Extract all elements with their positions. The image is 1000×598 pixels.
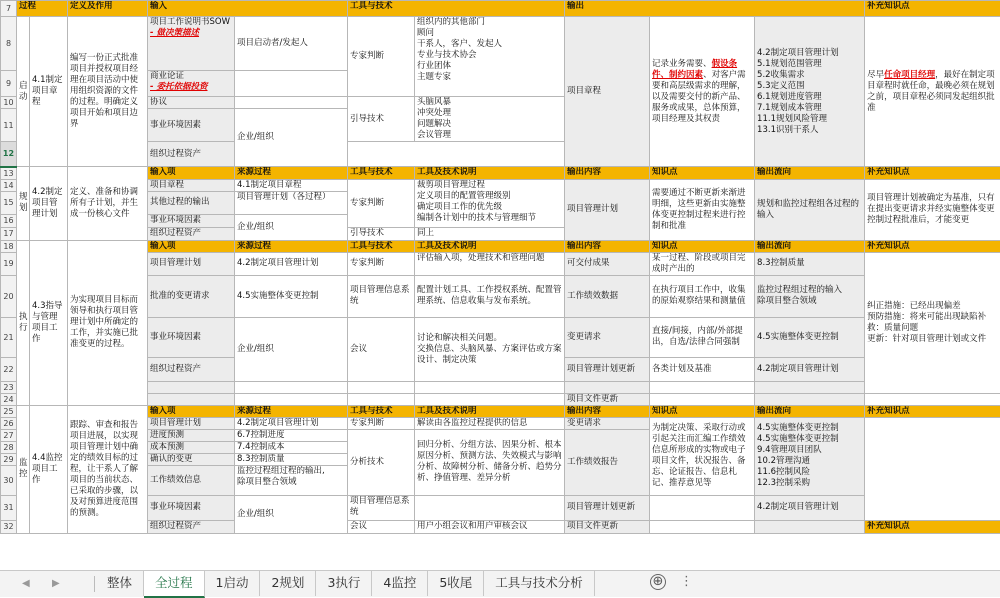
knowledge-text: 记录业务需要、 [652,59,712,69]
sub-header[interactable]: 输出内容 [565,167,650,180]
output-cell[interactable] [565,381,650,393]
table-row [1,252,1000,275]
output-cell[interactable]: 可交付成果 [565,252,650,275]
tool-desc-cell[interactable]: 头脑风暴 冲突处理 问题解决 会议管理 [415,97,565,142]
knowledge-cell[interactable]: 需要通过不断更新来渐进明细，这些更新由实施整体变更控制过程来进行控制和批准 [650,179,755,240]
tool-cell[interactable]: 专家判断 [348,417,415,429]
tool-desc-cell[interactable]: 组织内的其他部门 顾问 干系人，客户、发起人 专业与技术协会 行业团体 主题专家 [415,17,565,97]
more-options-icon[interactable]: ⋮ [680,574,693,589]
tool-desc-cell[interactable] [415,393,565,405]
knowledge-cell[interactable] [650,495,755,520]
table-row [1,275,1000,317]
source-cell[interactable]: 8.3控制质量 [235,453,348,465]
sub-header[interactable]: 输入项 [148,405,235,417]
source-cell[interactable]: 4.2制定项目管理计划 [235,252,348,275]
knowledge-cell[interactable]: 各类计划及基准 [650,357,755,381]
input-cell[interactable]: 确认的变更 [148,453,235,465]
tool-cell[interactable]: 会议 [348,317,415,381]
row-number[interactable]: 29 [1,453,17,465]
flow-cell[interactable] [755,381,865,393]
tool-desc-cell[interactable]: 用户小组会议和用户审核会议 [415,520,565,533]
header-row [1,1,1000,17]
knowledge-cell[interactable] [650,381,755,393]
sub-header[interactable]: 输入项 [148,167,235,180]
definition[interactable]: 定义、准备和协调所有子计划，并生成一份核心文件 [68,167,148,241]
input-mark: - 做决策描述 [150,28,199,38]
row-number[interactable]: 21 [1,317,17,357]
flow-cell[interactable]: 4.5实施整体变更控制 [755,317,865,357]
row-number[interactable]: 32 [1,520,17,533]
row-number[interactable]: 18 [1,240,17,252]
source-cell[interactable]: 企业/组织 [235,214,348,240]
source-cell[interactable]: 4.2制定项目管理计划 [235,417,348,429]
input-cell[interactable]: 组织过程资产 [148,520,235,533]
input-cell[interactable]: 组织过程资产 [148,227,235,240]
flow-cell[interactable]: 4.2制定项目管理计划 5.1规划范围管理 5.2收集需求 5.3定义范围 6.1规划进度管理 7.1规划成本管理 11.1规划风险管理 13.1识别干系人 [755,17,865,167]
flow-cell[interactable]: 4.2制定项目管理计划 [755,357,865,381]
header-row [1,240,1000,252]
output-cell[interactable]: 项目文件更新 [565,393,650,405]
source-cell[interactable] [235,381,348,393]
tab-overview[interactable]: 整体 [96,571,144,596]
input-cell[interactable]: 事业环境因素 [148,495,235,520]
sheet-tab-bar [0,570,1000,597]
header-input[interactable]: 输入 [148,1,348,17]
source-cell[interactable]: 6.7控制进度 [235,429,348,441]
process-name[interactable]: 4.4监控项目工作 [30,405,68,533]
tool-desc-cell[interactable]: 回归分析、分组方法、因果分析、根本原因分析、预测方法、失效模式与影响分析、故障树分析、储备分析、趋势分析、挣值管理、差异分析 [415,429,565,495]
header-extra[interactable]: 补充知识点 [865,1,1000,17]
table-row [1,17,1000,71]
header-row [1,405,1000,417]
source-cell[interactable]: 4.1制定项目章程 [235,179,348,191]
sub-header[interactable]: 知识点 [650,240,755,252]
extra-cell[interactable]: 项目管理计划被确定为基准，只有在提出变更请求并经实施整体变更控制过程批准后，才能变更 [865,179,1000,240]
tool-cell[interactable]: 会议 [348,520,415,533]
tab-initiating[interactable]: 1启动 [205,571,261,596]
tool-cell[interactable]: 专家判断 [348,179,415,227]
table-row [1,317,1000,357]
source-cell[interactable]: 项目管理计划（各过程） [235,191,348,214]
input-cell[interactable]: 事业环境因素 [148,214,235,227]
output-cell[interactable]: 工作绩效报告 [565,429,650,495]
input-cell[interactable] [148,17,235,71]
output-cell[interactable]: 项目管理计划 [565,179,650,240]
tool-cell[interactable]: 项目管理信息系统 [348,275,415,317]
definition[interactable]: 跟踪、审查和报告项目进展，以实现项目管理计划中确定的绩效目标的过程，让干系人了解项目的当前状态、已采取的步骤，以及对预算进度范围的预测。 [68,405,148,533]
sub-header[interactable]: 输出流向 [755,240,865,252]
sub-header[interactable]: 输入项 [148,240,235,252]
row-number[interactable]: 24 [1,393,17,405]
process-name[interactable]: 4.3指导与管理项目工作 [30,240,68,405]
tool-desc-cell[interactable] [415,495,565,520]
definition[interactable]: 为实现项目目标而领导和执行项目管理计划中所确定的工作，并实施已批准变更的过程。 [68,240,148,405]
flow-cell[interactable]: 规划和监控过程组各过程的输入 [755,179,865,240]
table-row [1,520,1000,533]
definition[interactable]: 编写一份正式批准项目并授权项目经理在项目活动中使用组织资源的文件的过程。明确定义项目开始和项目边界 [68,17,148,167]
flow-cell[interactable] [755,520,865,533]
input-cell[interactable] [148,71,235,97]
extra-cell[interactable]: 纠正措施：已经出现偏差 预防措施：将来可能出现缺陷补救：质量问题 更新：针对项目管理计划或文件 [865,252,1000,393]
knowledge-cell[interactable]: 在执行项目工作中，收集的原始观察结果和测量值 [650,275,755,317]
sub-header[interactable]: 输出流向 [755,167,865,180]
extra-header[interactable]: 补充知识点 [865,520,1000,533]
tool-cell[interactable]: 专家判断 [348,252,415,275]
tool-cell[interactable]: 专家判断 [348,17,415,97]
header-definition[interactable]: 定义及作用 [68,1,148,17]
output-cell[interactable]: 变更请求 [565,317,650,357]
header-output[interactable]: 输出 [565,1,865,17]
row-number[interactable]: 14 [1,179,17,191]
table-row [1,381,1000,393]
sheet-tabs [96,571,595,597]
sub-header[interactable]: 来源过程 [235,405,348,417]
tool-desc-cell[interactable]: 配置计划工具、工作授权系统、配置管理系统、信息收集与发布系统。 [415,275,565,317]
knowledge-highlight: 假设条件、制约因素 [652,59,737,80]
input-cell[interactable] [148,381,235,393]
sub-header[interactable]: 工具及技术说明 [415,167,565,180]
row-number[interactable]: 8 [1,17,17,71]
group-planning[interactable]: 规划 [17,167,30,241]
row-number[interactable]: 31 [1,495,17,520]
row-number[interactable]: 20 [1,275,17,317]
sub-header[interactable]: 工具与技术 [348,167,415,180]
tab-all-processes[interactable]: 全过程 [144,571,205,598]
sub-header[interactable]: 来源过程 [235,167,348,180]
table-row [1,417,1000,429]
row-number[interactable]: 16 [1,214,17,227]
table-row [1,495,1000,520]
row-number[interactable]: 23 [1,381,17,393]
sub-header[interactable]: 工具与技术 [348,405,415,417]
input-cell[interactable]: 事业环境因素 [148,317,235,357]
row-number[interactable]: 28 [1,441,17,453]
sub-header[interactable]: 工具及技术说明 [415,240,565,252]
source-cell[interactable] [235,97,348,109]
group-monitor[interactable]: 监控 [17,405,30,533]
table-row [1,393,1000,405]
sub-header[interactable]: 知识点 [650,405,755,417]
source-cell[interactable]: 企业/组织 [235,495,348,533]
row-number[interactable]: 13 [1,167,17,180]
knowledge-cell[interactable] [650,393,755,405]
row-number[interactable]: 27 [1,429,17,441]
output-cell[interactable]: 项目管理计划更新 [565,357,650,381]
group-start[interactable]: 启动 [17,17,30,167]
tool-desc-cell[interactable]: 讨论和解决相关问题。 交换信息、头脑风暴、方案评估或方案设计、制定决策 [415,317,565,381]
input-cell[interactable]: 组织过程资产 [148,357,235,381]
tab-monitoring[interactable]: 4监控 [372,571,428,596]
source-cell[interactable] [235,71,348,97]
tool-desc-cell[interactable]: 评估输入项，处理技术和管理问题 [415,252,565,275]
output-cell[interactable]: 项目文件更新 [565,520,650,533]
tool-cell[interactable]: 项目管理信息系统 [348,495,415,520]
tab-executing[interactable]: 3执行 [316,571,372,596]
row-number[interactable]: 15 [1,191,17,214]
row-number[interactable]: 22 [1,357,17,381]
tool-cell[interactable]: 引导技术 [348,227,415,240]
sub-header[interactable]: 来源过程 [235,240,348,252]
sub-header[interactable]: 输出内容 [565,405,650,417]
sub-header[interactable]: 补充知识点 [865,240,1000,252]
input-cell[interactable]: 进度预测 [148,429,235,441]
row-number[interactable]: 19 [1,252,17,275]
row-number[interactable]: 7 [1,1,17,17]
scroll-right-icon[interactable]: ▶ [52,578,60,589]
tab-planning[interactable]: 2规划 [260,571,316,596]
input-cell[interactable]: 事业环境因素 [148,109,235,142]
process-name[interactable]: 4.1制定项目章程 [30,17,68,167]
add-sheet-icon[interactable]: ⊕ [650,574,666,590]
sub-header[interactable]: 输出流向 [755,405,865,417]
output-cell[interactable]: 项目管理计划更新 [565,495,650,520]
input-cell[interactable]: 工作绩效信息 [148,465,235,495]
table-row [1,179,1000,191]
sub-header[interactable]: 补充知识点 [865,405,1000,417]
scroll-left-icon[interactable]: ◀ [22,578,30,589]
source-cell[interactable]: 监控过程组过程的输出, 除项目整合领域 [235,465,348,495]
source-cell[interactable]: 项目启动者/发起人 [235,17,348,71]
row-number[interactable]: 26 [1,417,17,429]
flow-cell[interactable]: 监控过程组过程的输入 除项目整合领域 [755,275,865,317]
source-cell[interactable] [235,393,348,405]
knowledge-cell[interactable] [650,17,755,167]
tab-separator [94,576,95,592]
extra-cell[interactable] [865,417,1000,520]
row-number[interactable]: 30 [1,465,17,495]
header-tools[interactable]: 工具与技术 [348,1,565,17]
extra-cell[interactable] [865,393,1000,405]
header-process[interactable]: 过程 [17,1,68,17]
tab-closing[interactable]: 5收尾 [428,571,484,596]
sub-header[interactable]: 知识点 [650,167,755,180]
input-cell[interactable]: 项目管理计划 [148,417,235,429]
input-cell[interactable]: 批准的变更请求 [148,275,235,317]
tool-cell[interactable] [348,381,415,393]
extra-highlight: 任命项目经理 [884,70,935,80]
sub-header[interactable]: 工具及技术说明 [415,405,565,417]
flow-cell[interactable]: 4.5实施整体变更控制 4.5实施整体变更控制 9.4管理项目团队 10.2管理沟通 11.6控制风险 12.3控制采购 [755,417,865,495]
header-row [1,167,1000,180]
tool-cell[interactable] [348,393,415,405]
process-name[interactable]: 4.2制定项目管理计划 [30,167,68,241]
knowledge-cell[interactable]: 某一过程、阶段或项目完成时产出的 [650,252,755,275]
group-execute[interactable]: 执行 [17,240,30,405]
tool-desc-cell[interactable]: 同上 [415,227,565,240]
row-number[interactable]: 25 [1,405,17,417]
tool-desc-cell[interactable]: 裁剪项目管理过程 定义项目的配置管理级别 确定项目工作的优先级 编制各计划中的技术与管理细节 [415,179,565,227]
knowledge-cell[interactable]: 直接/间接，内部/外部提出，自选/法律合同强制 [650,317,755,357]
flow-cell[interactable]: 8.3控制质量 [755,252,865,275]
input-cell[interactable] [148,393,235,405]
knowledge-cell[interactable] [650,520,755,533]
row-number[interactable]: 10 [1,97,17,109]
knowledge-cell[interactable]: 为制定决策、采取行动或引起关注而汇编工作绩效信息所形成的实物或电子项目文件，状况报告、备忘、论证报告、信息札记、推荐意见等 [650,417,755,495]
input-cell[interactable]: 组织过程资产 [148,142,235,167]
tool-cell[interactable]: 分析技术 [348,429,415,495]
input-mark: - 委托依据投资 [150,82,208,92]
sub-header[interactable]: 补充知识点 [865,167,1000,180]
input-cell[interactable]: 成本预测 [148,441,235,453]
source-cell[interactable]: 7.4控制成本 [235,441,348,453]
row-number[interactable]: 9 [1,71,17,97]
extra-cell[interactable] [865,17,1000,167]
extra-text: 尽早 [867,70,884,80]
input-cell[interactable]: 协议 [148,97,235,109]
row-number[interactable]: 12 [1,142,17,167]
row-number[interactable]: 11 [1,109,17,142]
output-cell[interactable]: 变更请求 [565,417,650,429]
input-cell[interactable]: 项目管理计划 [148,252,235,275]
sub-header[interactable]: 输出内容 [565,240,650,252]
extra-text: ，最好在制定项目章程时就任命，最晚必须在规划之前，项目章程必须同发起组织批准 [867,70,995,113]
tool-desc-cell[interactable]: 解读由各监控过程提供的信息 [415,417,565,429]
sub-header[interactable]: 工具与技术 [348,240,415,252]
output-cell[interactable]: 项目章程 [565,17,650,167]
tab-tools-analysis[interactable]: 工具与技术分析 [484,571,595,596]
source-cell[interactable]: 4.5实施整体变更控制 [235,275,348,317]
input-cell[interactable]: 其他过程的输出 [148,191,235,214]
source-cell[interactable]: 企业/组织 [235,317,348,381]
knowledge-text: 、对客户需要和高层级需求的理解，以及需要交付的新产品、服务或成果，总体预算，项目经理及其权责 [652,70,746,124]
source-cell[interactable]: 企业/组织 [235,109,348,167]
flow-cell[interactable] [755,393,865,405]
flow-cell[interactable]: 4.2制定项目管理计划 [755,495,865,520]
input-text: 商业论证 [150,71,184,81]
input-text: 项目工作说明书SOW [150,17,230,27]
tool-desc-cell[interactable] [415,381,565,393]
input-cell[interactable]: 项目章程 [148,179,235,191]
row-number[interactable]: 17 [1,227,17,240]
output-cell[interactable]: 工作绩效数据 [565,275,650,317]
tool-cell[interactable]: 引导技术 [348,97,415,142]
